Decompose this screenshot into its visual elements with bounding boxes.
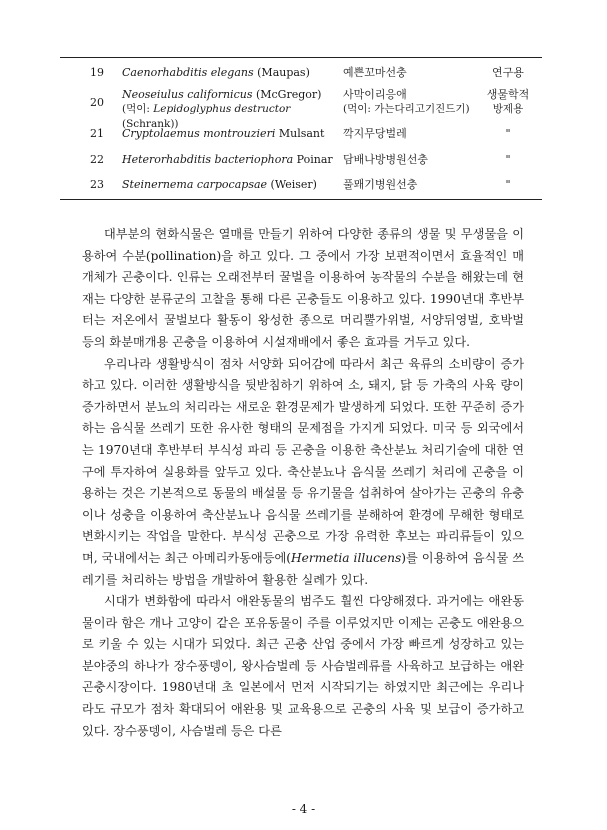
usage: " [505,178,511,191]
scientific-name: Caenorhabditis elegans (Maupas) [122,66,310,79]
usage: " [505,127,511,140]
body-text [82,224,524,742]
paragraph-pollination: 대부분의 현화식물은 열매를 만들기 위하여 다양한 종류의 생물 및 무생물을 이용하여 수분(pollination)을 하고 있다. 그 중에서 가장 보편적이면서 효율적인 매개체가 곤충이다. 인류는 오래전부터 꿀벌을 이용하여 농작물의 수분을 해왔는데 현재는 다양한 분류군의 고찰을 통해 다른 곤충들도 이용하고 있다. 1990년대 후반부터는 저온에서 꿀벌보다 활동이 왕성한 종으로 머리뿔가위벌, 서양뒤영벌, 호박벌 등의 화분매개용 곤충을 이용하여 시설재배에서 좋은 효과를 거두고 있다. [82,227,524,349]
paragraph-waste-processing: 우리나라 생활방식이 점차 서양화 되어감에 따라서 최근 육류의 소비량이 증가하고 있다. 이러한 생활방식을 뒷받침하기 위하여 소, 돼지, 닭 등 가축의 사육 량이 증가하면서 분뇨의 처리라는 새로운 환경문제가 발생하게 되었다. 또한 꾸준히 증가하는 음식물 쓰레기 또한 유사한 형태의 문제점을 가지게 되었다. 미국 등 외국에서는 1970년대 후반부터 부식성 파리 등 곤충을 이용한 축산분뇨 처리기술에 대한 연구에 투자하여 실용화를 앞두고 있다. 축산분뇨나 음식물 쓰레기 처리에 곤충을 이용하는 것은 기본적으로 동물의 배설물 등 유기물을 섭취하여 살아가는 곤충의 유충이나 성충을 이용하여 축산분뇨나 음식물 쓰레기를 분해하여 환경에 무해한 형태로 변화시키는 작업을 말한다. 부식성 곤충으로 가장 유력한 후보는 파리류들이 있으며, 국내에서는 최근 아메리카동애등에(Hermetia illucens)를 이용하여 음식물 쓰레기를 처리하는 방법을 개발하여 활용한 실례가 있다. [82,356,525,587]
scientific-name: Steinernema carpocapsae (Weiser) [122,178,317,191]
korean-name: 사막이리응애 (먹이: 가는다리고기진드기) [343,88,470,115]
row-number: 20 [90,96,104,109]
row-number: 21 [90,127,104,140]
korean-name: 예쁜꼬마선충 [343,66,407,79]
usage: " [505,153,511,166]
korean-name: 풀뫠기병원선충 [343,178,418,191]
table-bottom-rule [60,199,542,200]
usage: 연구용 [492,66,524,79]
row-number: 23 [90,178,104,191]
table-top-rule [60,57,542,58]
prey-note: (먹이: Lepidoglyphus destructor (Schrank)) [122,103,291,130]
page-number: - 4 - [291,802,316,816]
korean-name: 깍지무당벌레 [343,127,407,140]
korean-name: 담배나방병원선충 [343,153,429,166]
row-number: 19 [90,66,104,79]
paragraph-pet-insects: 시대가 변화함에 따라서 애완동물의 범주도 훨씬 다양해졌다. 과거에는 애완동물이라 함은 개나 고양이 같은 포유동물이 주를 이루었지만 이제는 곤충도 애완용으로 키울 수 있는 시대가 되었다. 최근 곤충 산업 중에서 가장 빠르게 성장하고 있는 분야중의 하나가 장수풍뎅이, 왕사슴벌레 등 사슴벌레류를 사육하고 보급하는 애완곤충시장이다. 1980년대 초 일본에서 먼저 시작되기는 하였지만 최근에는 우리나라도 규모가 점차 확대되어 애완용 및 교육용으로 곤충의 사육 및 보급이 증가하고 있다. 장수풍뎅이, 사슴벌레 등은 다른 [82,594,524,738]
row-number: 22 [90,153,104,166]
scientific-name: Neoseiulus californicus (McGregor) (먹이: Lepidoglyphus destructor (Schrank)) [122,87,342,132]
scientific-name: Heterorhabditis bacteriophora Poinar [122,153,333,166]
scientific-name: Cryptolaemus montrouzieri Mulsant [122,127,325,140]
usage: 생물학적 방제용 [486,88,530,115]
